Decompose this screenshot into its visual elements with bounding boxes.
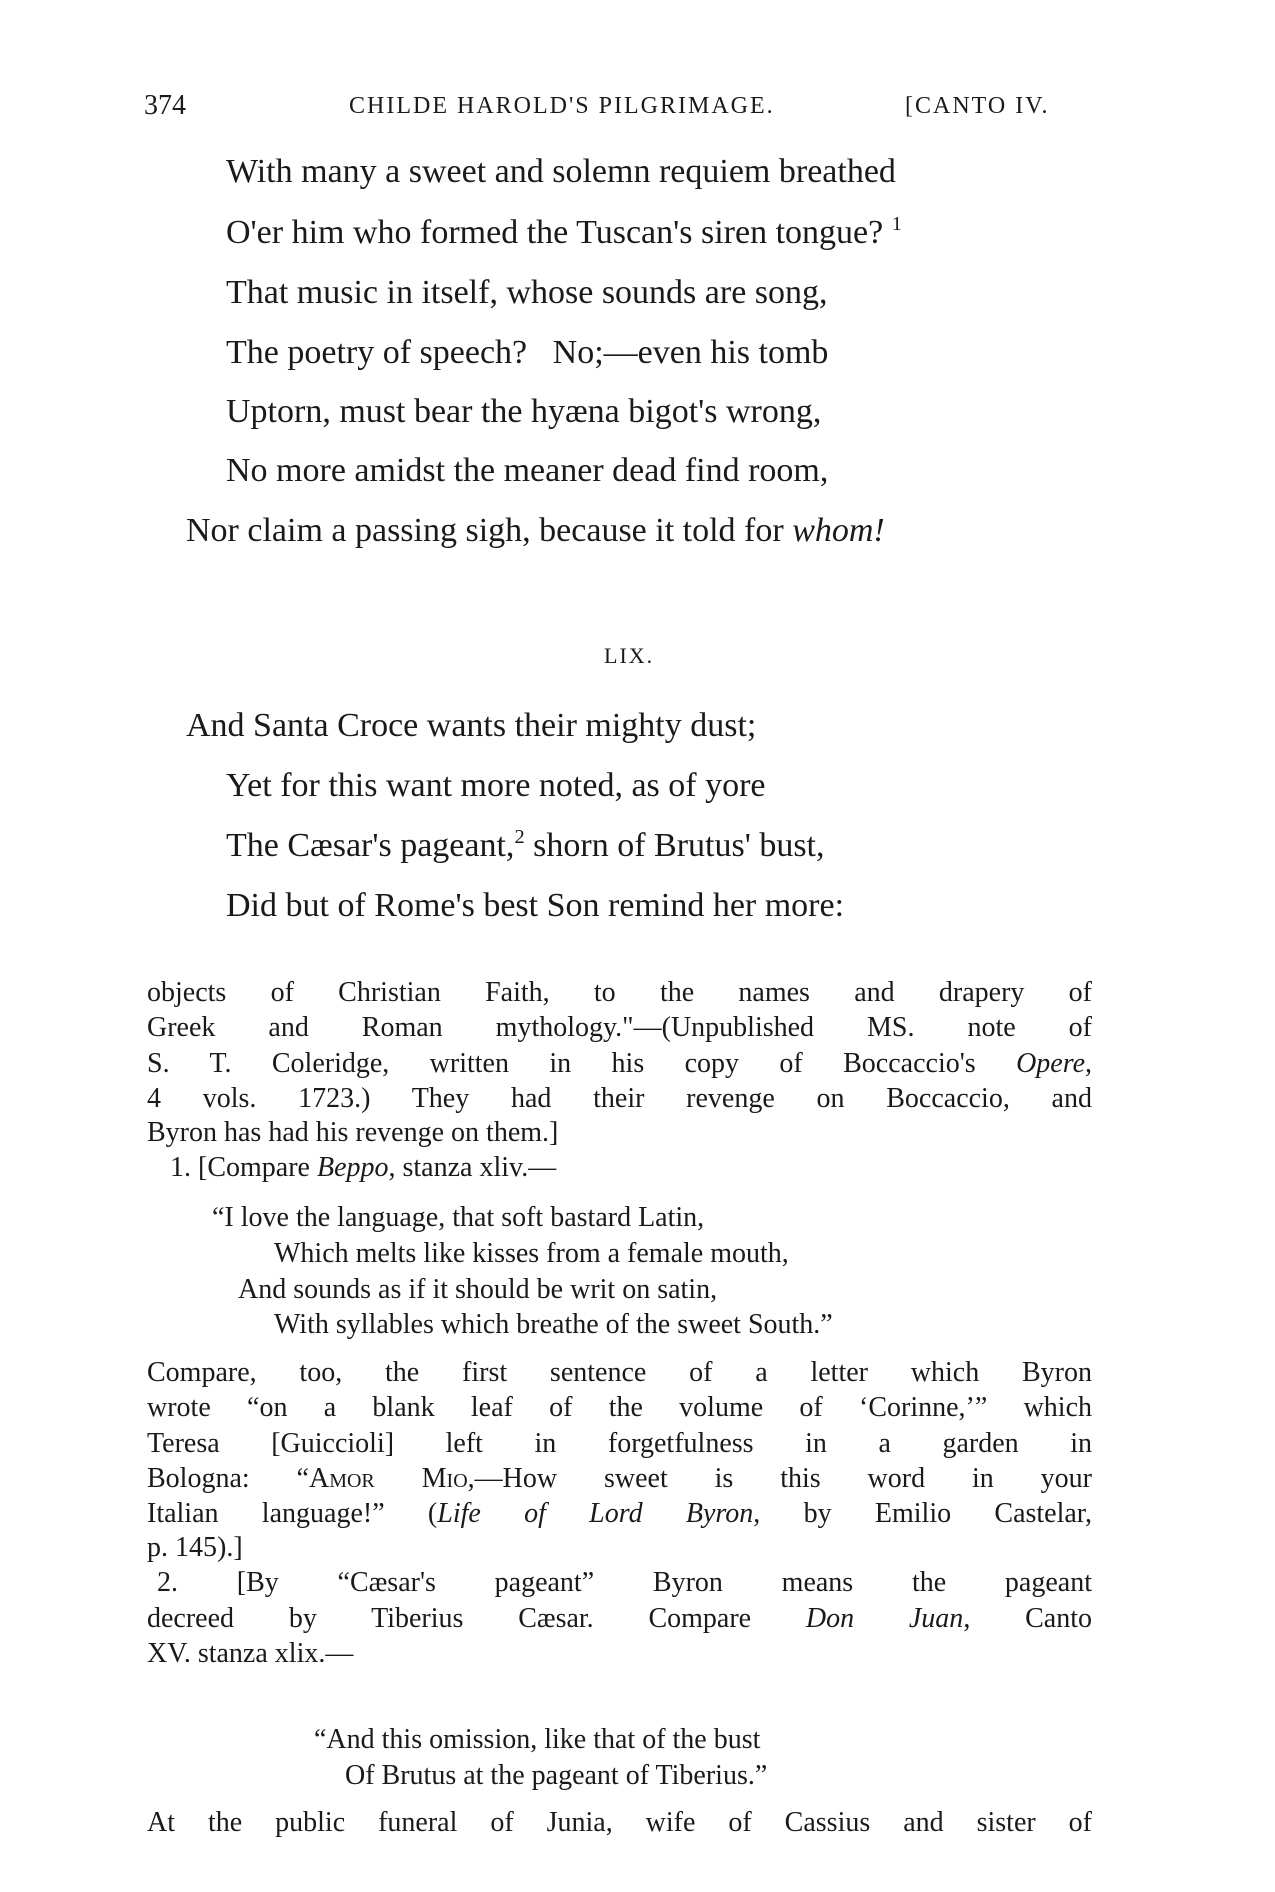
footnote-line: Compare, too, the first sentence of a letter which Byron: [147, 1357, 1092, 1388]
quote-line: Which melts like kisses from a female mouth,: [274, 1238, 789, 1269]
footnote-line: Greek and Roman mythology."—(Unpublished MS. note of: [147, 1012, 1092, 1043]
verse-line: [226, 826, 825, 864]
quote-line: And sounds as if it should be writ on satin,: [238, 1274, 718, 1305]
footnote-1: [170, 1154, 556, 1182]
text: ,: [1085, 1048, 1092, 1079]
verse-line: Uptorn, must bear the hyæna bigot's wrong,: [226, 393, 822, 430]
text: , by Emilio Castelar,: [753, 1498, 1093, 1529]
quote-line: Of Brutus at the pageant of Tiberius.”: [345, 1760, 768, 1791]
stanza-numeral: LIX.: [604, 643, 655, 668]
verse-text: shorn of Brutus' bust,: [524, 827, 825, 864]
footnote-line: [147, 1050, 1092, 1078]
canto-label: [CANTO IV.: [905, 93, 1050, 119]
text: Italian language!” (: [147, 1498, 438, 1529]
text: Bologna: “: [147, 1463, 309, 1494]
quote-line: With syllables which breathe of the sweet South.”: [274, 1309, 833, 1340]
footnote-line: [147, 1465, 1092, 1493]
page-number: 374: [144, 90, 186, 121]
verse-text: Nor claim a passing sigh, because it told for: [186, 512, 793, 549]
footnote-line: At the public funeral of Junia, wife of Cassius and sister of: [147, 1807, 1092, 1838]
text: ,—How sweet is this word in your: [467, 1463, 1092, 1494]
verse-line: [186, 514, 885, 548]
verse-line: With many a sweet and solemn requiem breathed: [226, 153, 896, 190]
verse-line: The poetry of speech? No;—even his tomb: [226, 334, 829, 371]
quote-line: “And this omission, like that of the bust: [314, 1724, 761, 1755]
work-title: Life of Lord Byron: [437, 1498, 754, 1529]
running-title: CHILDE HAROLD'S PILGRIMAGE.: [349, 93, 775, 119]
quote-line: “I love the language, that soft bastard Latin,: [212, 1202, 705, 1233]
footnote-line: Byron has had his revenge on them.]: [147, 1117, 559, 1148]
small-caps-text: Amor Mio: [308, 1463, 468, 1494]
footnote-line: [147, 1500, 1092, 1528]
verse-line: [226, 213, 902, 251]
verse-text: O'er him who formed the Tuscan's siren tongue?: [226, 214, 884, 251]
text: , stanza xliv.—: [388, 1152, 557, 1183]
verse-line: That music in itself, whose sounds are song,: [226, 274, 828, 311]
text: S. T. Coleridge, written in his copy of Boccaccio's: [147, 1048, 1017, 1079]
footnote-2: 2. [By “Cæsar's pageant” Byron means the pageant: [157, 1567, 1092, 1598]
footnote-ref[interactable]: 2: [514, 826, 525, 848]
verse-text: The Cæsar's pageant,: [226, 827, 515, 864]
text: , Canto: [963, 1603, 1092, 1634]
verse-line: Did but of Rome's best Son remind her more:: [226, 887, 845, 924]
footnote-line: [147, 1605, 1092, 1633]
footnote-line: 4 vols. 1723.) They had their revenge on Boccaccio, and: [147, 1083, 1092, 1114]
text: decreed by Tiberius Cæsar. Compare: [147, 1603, 806, 1634]
work-title: Beppo: [316, 1152, 389, 1183]
footnote-line: wrote “on a blank leaf of the volume of ‘Corinne,’” which: [147, 1392, 1092, 1423]
footnote-line: Teresa [Guiccioli] left in forgetfulness in a garden in: [147, 1428, 1092, 1459]
footnote-line: objects of Christian Faith, to the names and drapery of: [147, 977, 1092, 1008]
work-title: Don Juan: [805, 1603, 964, 1634]
verse-line: No more amidst the meaner dead find room,: [226, 452, 829, 489]
text: 1. [Compare: [170, 1152, 317, 1183]
footnote-ref[interactable]: 1: [891, 213, 902, 235]
verse-line: Yet for this want more noted, as of yore: [226, 767, 766, 804]
footnote-line: XV. stanza xlix.—: [147, 1638, 354, 1669]
footnote-line: p. 145).]: [147, 1532, 243, 1563]
work-title: Opere: [1016, 1048, 1085, 1079]
emphasis: whom!: [792, 512, 885, 549]
verse-line: And Santa Croce wants their mighty dust;: [186, 707, 757, 744]
